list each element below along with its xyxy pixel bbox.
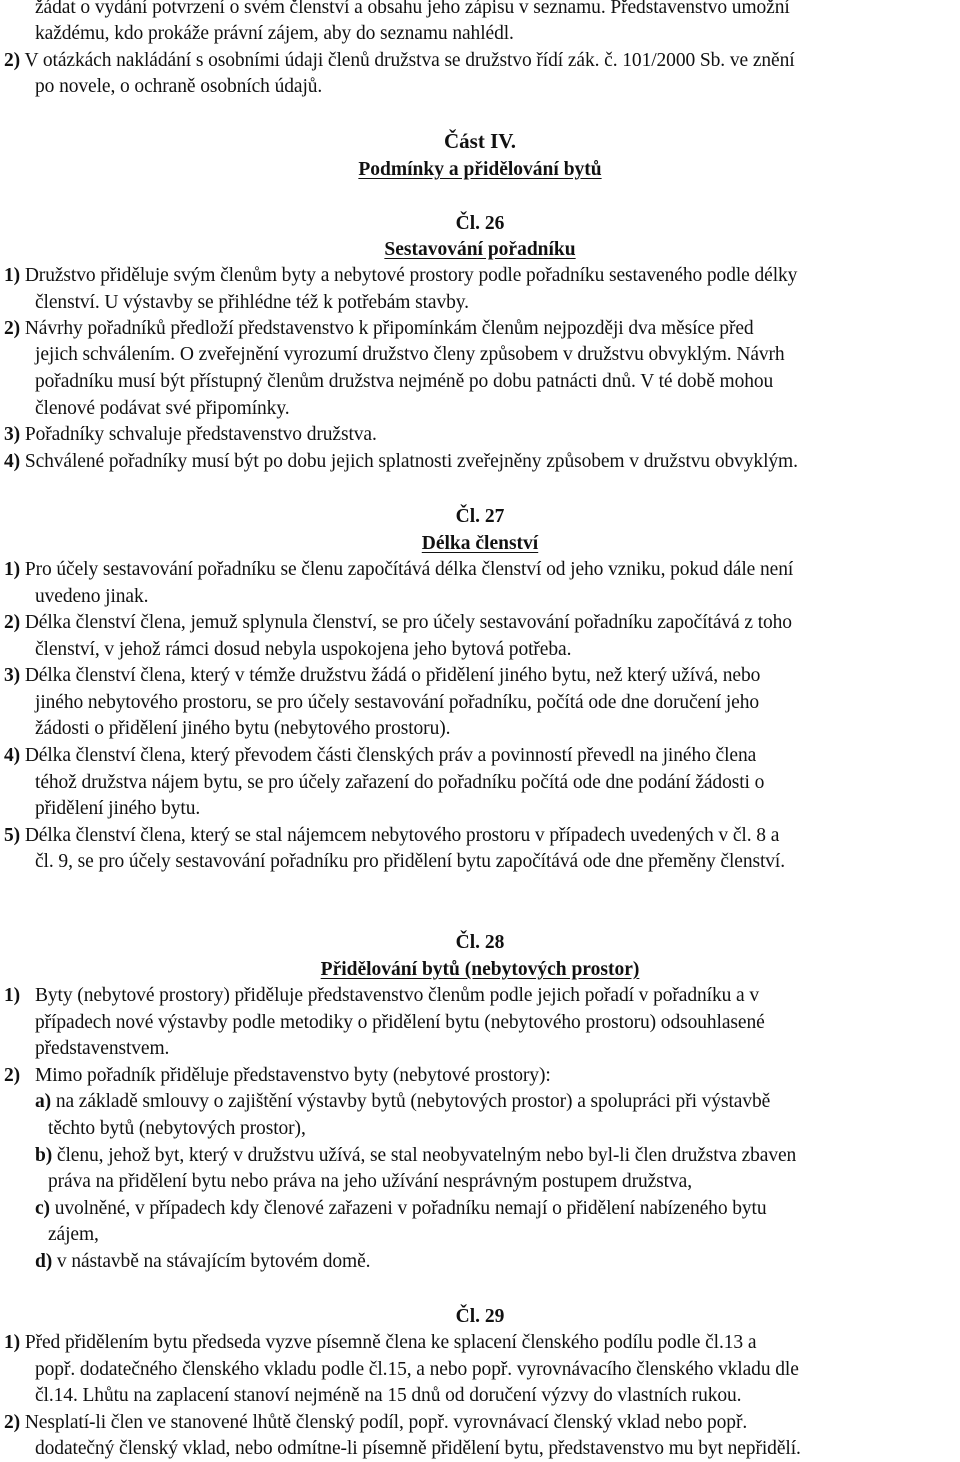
article-heading: Čl. 29: [455, 1306, 505, 1327]
paragraph-number: 1): [4, 265, 21, 286]
paragraph-number-label: 2): [4, 1065, 21, 1086]
paragraph-number: 1): [4, 1332, 21, 1353]
text-line: členové podávat své připomínky.: [35, 398, 290, 419]
paragraph-number: 1): [4, 559, 21, 580]
part-title: Část IV.: [444, 129, 516, 153]
paragraph: [4, 1410, 747, 1436]
paragraph-text: Družstvo přiděluje svým členům byty a nebytové prostory podle pořadníku sestaveného podle délky: [20, 265, 798, 286]
list-item-letter: c): [35, 1198, 50, 1219]
paragraph-text: Délka členství člena, který převodem části členských práv a povinností převedl na jiného člena: [20, 745, 757, 766]
paragraph-number: 2): [4, 612, 21, 633]
text-line: členství. U výstavby se přihlédne též k potřebám stavby.: [35, 292, 469, 313]
paragraph: [4, 610, 792, 636]
text-line: po novele, o ochraně osobních údajů.: [35, 76, 323, 97]
text-line: jejich schválením. O zveřejnění vyrozumí družstvo členy způsobem v družstvu obvyklým. Návrh: [35, 344, 785, 365]
list-item-text: členu, jehož byt, který v družstvu užívá, se stal neobyvatelným nebo byl-li člen družstva zbaven: [52, 1145, 797, 1166]
text-line: uvedeno jinak.: [35, 586, 149, 607]
article-heading: Čl. 28: [455, 932, 505, 953]
text-line: téhož družstva nájem bytu, se pro účely zařazení do pořadníku počítá ode dne podání žádosti o: [35, 772, 765, 793]
text-line: práva na přidělení bytu nebo práva na jeho užívání nesprávným postupem družstva,: [48, 1171, 692, 1192]
article-heading: Čl. 26: [455, 213, 505, 234]
text-line: přidělení jiného bytu.: [35, 798, 201, 819]
text-line: představenstvem.: [35, 1038, 170, 1059]
text-line: dodatečný členský vklad, nebo odmítne-li písemně přidělení bytu, představenstvo mu byt nepřidělí.: [35, 1438, 801, 1459]
text-line: pořadníku musí být přístupný členům družstva nejméně po dobu patnácti dnů. V té době mohou: [35, 371, 774, 392]
paragraph-number: [4, 1063, 20, 1089]
paragraph-number: [4, 983, 20, 1009]
paragraph: [4, 263, 797, 289]
text-line: žádat o vydání potvrzení o svém členství a obsahu jeho zápisu v seznamu. Představenstvo umožní: [35, 0, 790, 18]
paragraph-number: 4): [4, 451, 21, 472]
list-item: [35, 1089, 770, 1115]
paragraph-text: V otázkách nakládání s osobními údaji členů družstva se družstvo řídí zák. č. 101/2000 Sb. ve znění: [20, 50, 795, 71]
paragraph-text: Před přidělením bytu předseda vyzve písemně člena ke splacení členského podílu podle čl.13 a: [20, 1332, 757, 1353]
paragraph: [4, 823, 779, 849]
text-line: případech nové výstavby podle metodiky o přidělení bytu (nebytového prostoru) odsouhlasené: [35, 1012, 765, 1033]
paragraph-text: Schválené pořadníky musí být po dobu jejich splatnosti zveřejněny způsobem v družstvu obvyklým.: [20, 451, 798, 472]
paragraph-text: Pro účely sestavování pořadníku se členu započítává délka členství od jeho vzniku, pokud dále není: [20, 559, 794, 580]
paragraph: [4, 449, 798, 475]
paragraph-text: Mimo pořadník přiděluje představenstvo byty (nebytové prostory):: [35, 1065, 551, 1086]
paragraph: [4, 316, 754, 342]
list-item-letter: b): [35, 1145, 53, 1166]
paragraph-number: 2): [4, 318, 21, 339]
text-line: těchto bytů (nebytových prostor),: [48, 1118, 306, 1139]
text-line: každému, kdo prokáže právní zájem, aby do seznamu nahlédl.: [35, 23, 514, 44]
list-item-text: na základě smlouvy o zajištění výstavby bytů (nebytových prostor) a spolupráci při výstavbě: [51, 1091, 771, 1112]
paragraph-text: Byty (nebytové prostory) přiděluje představenstvo členům podle jejich pořadí v pořadníku a v: [35, 985, 760, 1006]
list-item: [35, 1143, 796, 1169]
paragraph: [4, 663, 760, 689]
paragraph-number: 3): [4, 424, 21, 445]
list-item-text: uvolněné, v případech kdy členové zařazeni v pořadníku nemají o přidělení nabízeného bytu: [49, 1198, 767, 1219]
text-line: žádosti o přidělení jiného bytu (nebytového prostoru).: [35, 718, 451, 739]
text-line: jiného nebytového prostoru, se pro účely sestavování pořadníku, počítá ode dne doručení jeho: [35, 692, 760, 713]
part-subtitle: Podmínky a přidělování bytů: [358, 159, 602, 180]
list-item: [35, 1196, 767, 1222]
article-title: Délka členství: [421, 533, 539, 554]
paragraph-number: 2): [4, 1412, 21, 1433]
paragraph-number: 4): [4, 745, 21, 766]
paragraph-text: Pořadníky schvaluje představenstvo družstva.: [20, 424, 377, 445]
paragraph-text: Délka členství člena, jemuž splynula členství, se pro účely sestavování pořadníku započítává z toho: [20, 612, 792, 633]
article-title: Přidělování bytů (nebytových prostor): [320, 959, 640, 980]
text-line: popř. dodatečného členského vkladu podle čl.15, a nebo popř. vyrovnávacího členského vkladu dle: [35, 1359, 799, 1380]
text-line: čl.14. Lhůtu na zaplacení stanoví nejméně na 15 dnů od doručení výzvy do vlastních rukou.: [35, 1385, 742, 1406]
paragraph-text: Délka členství člena, který v témže družstvu žádá o přidělení jiného bytu, než který užívá, nebo: [20, 665, 761, 686]
article-heading: Čl. 27: [455, 506, 505, 527]
paragraph: [4, 48, 795, 74]
paragraph: [4, 743, 756, 769]
paragraph-text: Nesplatí-li člen ve stanovené lhůtě členský podíl, popř. vyrovnávací členský vklad nebo popř.: [20, 1412, 748, 1433]
article-title: Sestavování pořadníku: [384, 239, 576, 260]
paragraph: [4, 557, 793, 583]
list-item: [35, 1249, 370, 1275]
text-line: čl. 9, se pro účely sestavování pořadníku pro přidělení bytu započítává ode dne přeměny členství.: [35, 851, 786, 872]
text-line: členství, v jehož rámci dosud nebyla uspokojena jeho bytová potřeba.: [35, 639, 572, 660]
paragraph-number-label: 1): [4, 985, 21, 1006]
list-item-letter: d): [35, 1251, 53, 1272]
paragraph-number: 2): [4, 50, 21, 71]
paragraph-number: 3): [4, 665, 21, 686]
list-item-letter: a): [35, 1091, 52, 1112]
paragraph-text: Délka členství člena, který se stal nájemcem nebytového prostoru v případech uvedených v čl. 8 a: [20, 825, 780, 846]
paragraph-text: Návrhy pořadníků předloží představenstvo k připomínkám členům nejpozději dva měsíce před: [20, 318, 754, 339]
paragraph: [4, 1330, 756, 1356]
paragraph-number: 5): [4, 825, 21, 846]
list-item-text: v nástavbě na stávajícím bytovém domě.: [52, 1251, 371, 1272]
text-line: zájem,: [48, 1224, 99, 1245]
paragraph: [4, 422, 377, 448]
